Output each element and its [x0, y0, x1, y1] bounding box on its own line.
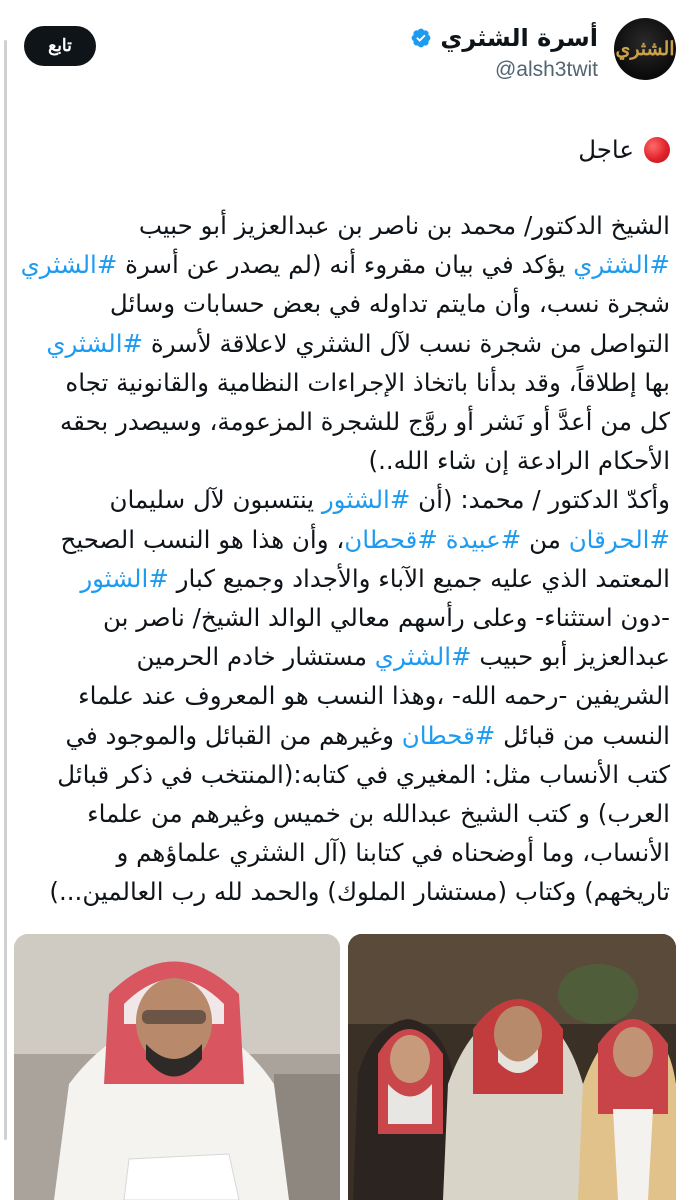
hashtag-link[interactable]: #الشثري — [374, 642, 472, 672]
three-men-photo[interactable] — [348, 934, 676, 1200]
scrollbar[interactable] — [4, 40, 7, 1140]
text-segment: التواصل من شجرة نسب لآل الشثري لاعلاقة لأسرة — [143, 328, 670, 358]
text-segment: الأنساب، وما أوضحناه في كتابنا (آل الشثري علماؤهم و — [116, 838, 670, 868]
tweet-text — [14, 128, 670, 912]
tweet-line — [14, 520, 670, 559]
tweet-line — [14, 794, 670, 833]
tweet-line — [14, 284, 670, 323]
text-segment: النسب من قبائل — [495, 720, 670, 750]
text-segment: ينتسبون لآل سليمان — [109, 485, 322, 515]
tweet-line — [14, 402, 670, 441]
hashtag-link[interactable]: #الشثور — [321, 485, 411, 515]
text-segment: ، وأن هذا هو النسب الصحيح — [60, 524, 345, 554]
account-avatar[interactable] — [614, 18, 676, 80]
hashtag-link[interactable]: #قحطان — [344, 524, 438, 554]
tweet-line — [14, 206, 670, 245]
account-name-block[interactable] — [410, 24, 598, 82]
hashtag-link[interactable]: #قحطان — [401, 720, 496, 750]
text-segment: الشريفين -رحمه الله- ،وهذا النسب هو المعروف عند علماء — [78, 681, 670, 711]
hashtag-link[interactable]: #الشثري — [20, 250, 118, 280]
text-segment: كل من أعدَّ أو نَشر أو روَّج للشجرة المزعومة، وسيصدر بحقه — [60, 407, 670, 437]
man-reading-photo-illustration — [14, 934, 340, 1200]
text-segment: -دون استثناء- وعلى رأسهم معالي الوالد الشيخ/ ناصر بن — [103, 603, 670, 633]
text-segment: العرب) و كتب الشيخ عبدالله بن خميس وغيرهم من علماء — [87, 799, 670, 829]
display-name[interactable]: أسرة الشثري — [440, 24, 598, 52]
text-segment: عبدالعزيز أبو حبيب — [471, 642, 670, 672]
follow-button[interactable]: تابع — [24, 26, 96, 66]
tweet-line — [14, 872, 670, 911]
tweet-line — [14, 363, 670, 402]
text-segment: بها إطلاقاً، وقد بدأنا باتخاذ الإجراءات النظامية والقانونية تجاه — [65, 367, 670, 397]
hashtag-link[interactable]: #الشثري — [46, 328, 144, 358]
tweet-media — [14, 934, 676, 1200]
tweet-line — [14, 598, 670, 637]
text-segment: شجرة نسب، وأن مايتم تداوله في بعض حسابات وسائل — [109, 289, 670, 319]
urgent-label: عاجل — [578, 135, 634, 165]
tweet-header — [0, 10, 690, 90]
red-circle-icon — [644, 137, 670, 163]
text-segment — [438, 525, 446, 554]
tweet-line — [14, 324, 670, 363]
text-segment: يؤكد في بيان مقروء أنه (لم يصدر عن أسرة — [117, 250, 574, 280]
text-segment: الشيخ الدكتور/ محمد بن ناصر بن عبدالعزيز أبو حبيب — [138, 211, 670, 240]
tweet-line — [14, 716, 670, 755]
three-men-photo-illustration — [348, 934, 676, 1200]
tweet-line — [14, 559, 670, 598]
account-handle[interactable]: @alsh3twit — [494, 58, 598, 81]
text-segment: كتب الأنساب مثل: المغيري في كتابه:(المنتخب في ذكر قبائل — [57, 759, 670, 789]
verified-badge-icon — [410, 27, 432, 49]
tweet-line — [14, 441, 670, 480]
tweet-paragraph — [14, 206, 670, 912]
tweet-line — [14, 676, 670, 715]
man-reading-statement-photo[interactable] — [14, 934, 340, 1200]
text-segment: الأحكام الرادعة إن شاء الله..) — [368, 446, 670, 476]
text-segment: تاريخهم) وكتاب (مستشار الملوك) والحمد لله رب العالمين...) — [49, 877, 670, 907]
tweet-line — [14, 833, 670, 872]
text-segment: مستشار خادم الحرمين — [136, 642, 375, 672]
tweet-line — [14, 755, 670, 794]
avatar-logo-text: الشثري — [615, 38, 675, 60]
hashtag-link[interactable]: #الشثري — [573, 250, 670, 280]
text-segment: المعتمد الذي عليه جميع الآباء والأجداد وجميع كبار — [168, 563, 670, 593]
tweet-line — [14, 245, 670, 284]
text-segment: وأكدّ الدكتور / محمد: (أن — [410, 485, 670, 515]
hashtag-link[interactable]: #الحرقان — [568, 524, 670, 554]
hashtag-link[interactable]: #الشثور — [80, 563, 169, 593]
text-segment: من — [521, 524, 569, 554]
urgent-line — [14, 128, 670, 172]
tweet-line — [14, 637, 670, 676]
tweet-line — [14, 480, 670, 519]
text-segment: وغيرهم من القبائل والموجود في — [65, 720, 402, 750]
hashtag-link[interactable]: #عبيدة — [445, 524, 522, 554]
